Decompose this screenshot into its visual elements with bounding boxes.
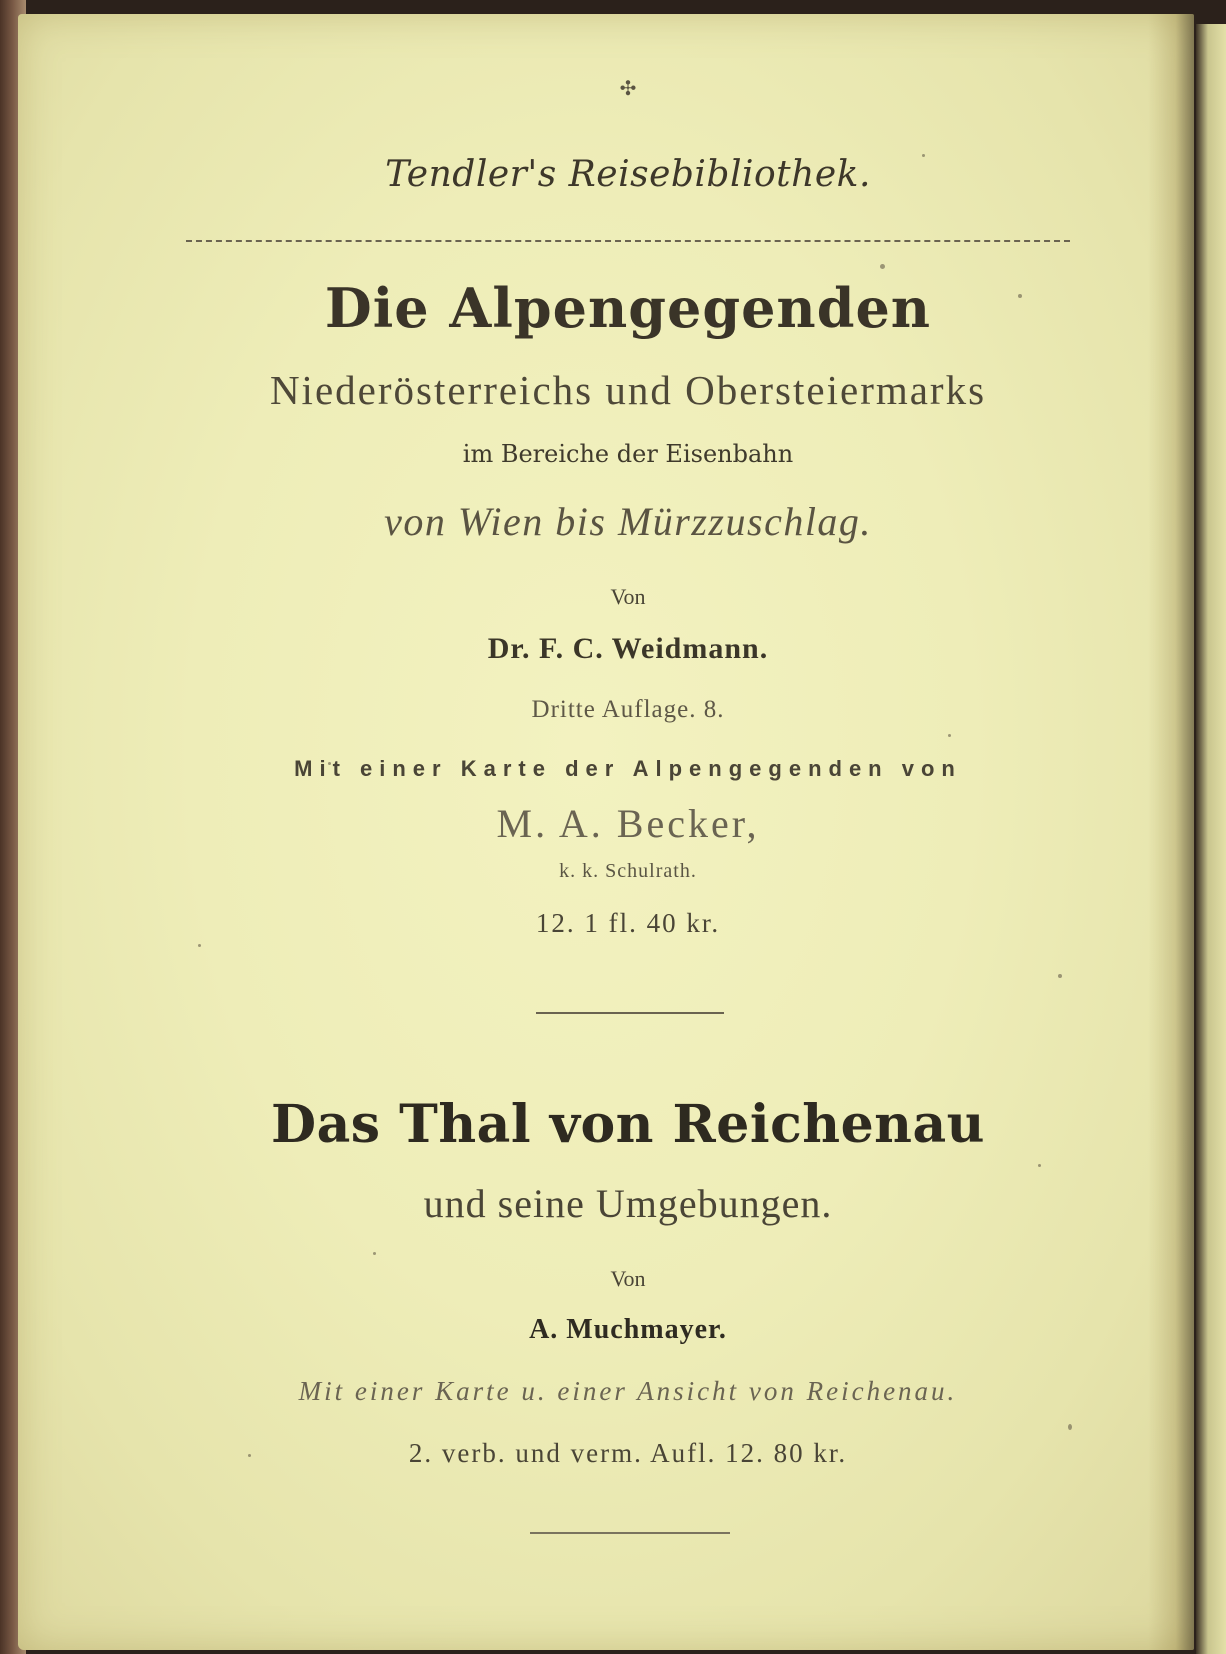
- book1-subtitle-line1: Niederösterreichs und Obersteiermarks: [269, 367, 987, 413]
- page-gutter-shadow: [1148, 14, 1194, 1650]
- book1-title: Die Alpengegenden: [324, 276, 932, 340]
- book1-subtitle-line2: im Bereiche der Eisenbahn: [462, 440, 794, 468]
- ornament-mark: ✣: [619, 76, 637, 100]
- book2-title: Das Thal von Reichenau: [271, 1094, 985, 1155]
- book2-subtitle: und seine Umgebungen.: [423, 1181, 833, 1226]
- next-page-edge: [1196, 24, 1226, 1654]
- book1-map-note: Mit einer Karte der Alpengegenden von: [294, 756, 962, 781]
- book2-price: 2. verb. und verm. Aufl. 12. 80 kr.: [408, 1438, 848, 1468]
- book1-author: Dr. F. C. Weidmann.: [487, 632, 769, 665]
- section-divider-rule: [536, 1012, 724, 1014]
- book1-subtitle-line3: von Wien bis Mürzzuschlag.: [384, 499, 872, 544]
- book1-map-author-role: k. k. Schulrath.: [559, 860, 697, 882]
- book1-map-author: M. A. Becker,: [496, 801, 760, 846]
- series-title: Tendler's Reisebibliothek.: [385, 154, 871, 195]
- book1-price: 12. 1 fl. 40 kr.: [535, 908, 721, 938]
- book1-edition: Dritte Auflage. 8.: [531, 696, 725, 723]
- book1-by-label: Von: [610, 584, 646, 609]
- book2-map-note: Mit einer Karte u. einer Ansicht von Reichenau.: [298, 1376, 958, 1406]
- book2-author: A. Muchmayer.: [529, 1314, 727, 1345]
- book2-by-label: Von: [610, 1266, 646, 1291]
- header-rule: [186, 240, 1070, 242]
- footer-rule: [530, 1532, 730, 1534]
- page-sheet: [18, 14, 1194, 1650]
